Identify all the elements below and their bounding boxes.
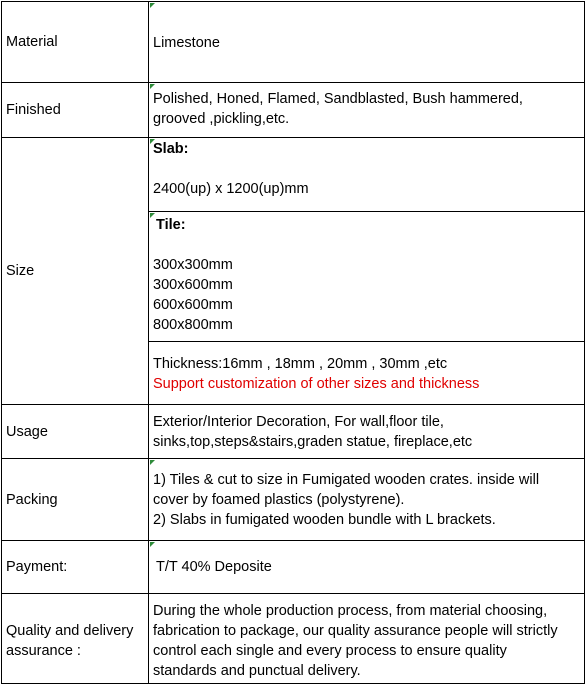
customization-note: Support customization of other sizes and thickness	[153, 376, 480, 392]
tile-size-1: 300x300mm	[153, 257, 233, 273]
value-finished	[149, 83, 584, 137]
tile-heading: Tile:	[156, 217, 186, 233]
packing-line-1: 1) Tiles & cut to size in Fumigated wooden crates. inside will	[153, 472, 540, 488]
label-usage: Usage	[2, 405, 149, 458]
quality-label-2: assurance :	[6, 643, 81, 659]
row-quality	[2, 593, 584, 683]
quality-line-1: During the whole production process, from material choosing,	[153, 603, 548, 619]
size-thickness	[149, 341, 584, 405]
value-material	[149, 2, 584, 82]
size-tile	[149, 211, 584, 341]
row-material	[2, 2, 584, 82]
cell-marker	[150, 542, 155, 547]
row-payment	[2, 540, 584, 593]
spacer	[156, 235, 580, 255]
label-size: Size	[2, 138, 149, 404]
usage-line-2: sinks,top,steps&stairs,graden statue, fireplace,etc	[153, 434, 473, 450]
label-payment: Payment:	[2, 541, 149, 593]
tile-size-2: 300x600mm	[153, 277, 233, 293]
packing-line-2: cover by foamed plastics (polystyrene).	[153, 492, 405, 508]
row-usage	[2, 404, 584, 458]
slab-size: 2400(up) x 1200(up)mm	[153, 181, 309, 197]
finished-line-2: grooved ,pickling,etc.	[153, 111, 290, 127]
row-finished	[2, 82, 584, 137]
cell-marker	[150, 213, 155, 218]
finished-line-1: Polished, Honed, Flamed, Sandblasted, Bush hammered,	[153, 91, 523, 107]
quality-line-2: fabrication to package, our quality assurance people will strictly	[153, 623, 558, 639]
label-quality	[2, 594, 149, 683]
quality-label-1: Quality and delivery	[6, 623, 134, 639]
value-payment	[149, 541, 584, 593]
cell-marker	[150, 460, 155, 465]
cell-marker	[150, 139, 155, 144]
usage-line-1: Exterior/Interior Decoration, For wall,floor tile,	[153, 414, 444, 430]
value-usage	[149, 405, 584, 458]
row-packing	[2, 458, 584, 540]
quality-line-3: control each single and every process to ensure quality	[153, 643, 507, 659]
value-packing	[149, 459, 584, 540]
label-packing: Packing	[2, 459, 149, 540]
size-slab	[149, 138, 584, 211]
row-size	[2, 137, 584, 404]
spec-table	[1, 1, 585, 684]
tile-size-4: 800x800mm	[153, 317, 233, 333]
payment-text: T/T 40% Deposite	[156, 559, 272, 575]
tile-size-3: 600x600mm	[153, 297, 233, 313]
label-material: Material	[2, 2, 149, 82]
packing-line-3: 2) Slabs in fumigated wooden bundle with L brackets.	[153, 512, 496, 528]
material-text: Limestone	[153, 35, 220, 51]
spacer	[153, 159, 580, 179]
label-finished: Finished	[2, 83, 149, 137]
cell-marker	[150, 3, 155, 8]
cell-marker	[150, 84, 155, 89]
value-quality	[149, 594, 584, 683]
quality-line-4: standards and punctual delivery.	[153, 663, 361, 679]
slab-heading: Slab:	[153, 141, 189, 157]
thickness-text: Thickness:16mm , 18mm , 20mm , 30mm ,etc	[153, 356, 448, 372]
